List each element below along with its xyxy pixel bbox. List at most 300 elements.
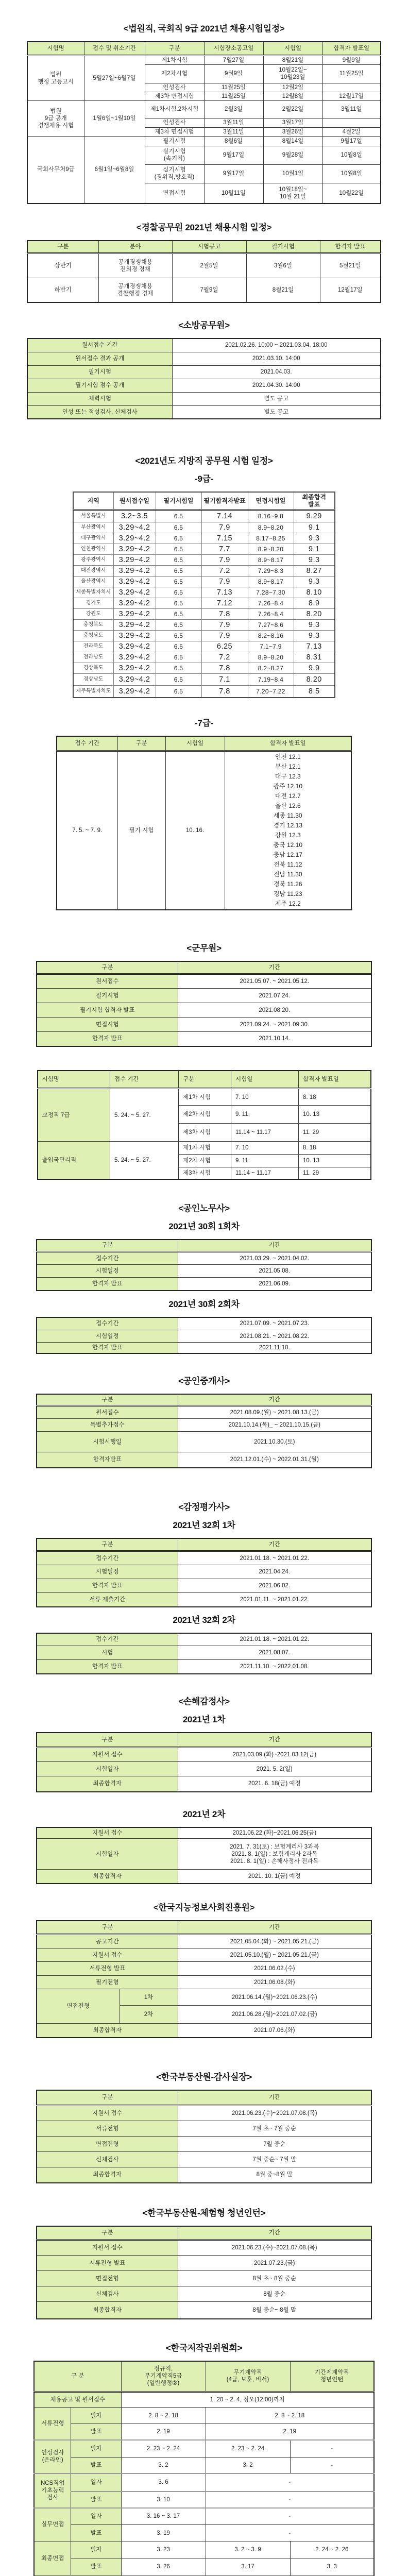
cell: 7.8 <box>201 663 248 673</box>
cell: 실무면접 <box>34 2508 71 2541</box>
cell: 8.9~8.17 <box>248 554 294 565</box>
table-row <box>73 533 335 544</box>
header-cell: 구분 <box>37 2090 178 2106</box>
cell: 6.5 <box>156 544 201 554</box>
table-row <box>73 630 335 641</box>
cell: 인성검사 (온라인) <box>34 2440 71 2473</box>
cell: 7.13 <box>201 587 248 598</box>
cell: 제3차 면접시험 <box>145 92 204 100</box>
table-row <box>73 565 335 576</box>
section-local-officials-grade9 <box>0 455 408 698</box>
cell: 2021.10.14. <box>178 1032 371 1046</box>
header-cell: 구분 <box>179 1071 231 1089</box>
header-cell: 기간 <box>178 1921 371 1935</box>
cell: 법원 9급 공개 경쟁채용 시험 <box>27 100 84 136</box>
cell: - <box>206 2473 374 2492</box>
cell: 제3차 시험 <box>179 1167 231 1179</box>
cell: 필기 시험 <box>117 751 165 910</box>
cell: 발표 <box>71 2458 121 2473</box>
cell: 국회사무처9급 <box>27 136 84 204</box>
header-cell: 기간제계약직 청년인턴 <box>290 2361 374 2392</box>
cell: 9월17일 <box>204 146 263 164</box>
cell: 3.29~4.2 <box>113 576 156 587</box>
header-cell: 분야 <box>98 241 172 253</box>
cell: 3.29~4.2 <box>113 544 156 554</box>
header-cell: 구분 <box>37 1240 178 1252</box>
cell: 제2차 시험 <box>179 1155 231 1167</box>
cell: 6.25 <box>201 641 248 652</box>
section-subtitle: 2021년 1차 <box>0 1714 408 1725</box>
header-cell: 기간 <box>178 1394 371 1406</box>
table-row <box>37 1419 371 1432</box>
header-cell: 구분 <box>117 736 165 751</box>
cell: 7. 10 <box>231 1089 299 1106</box>
cell: 3. 16 ~ 3. 17 <box>121 2508 206 2525</box>
header-cell: 지역 <box>73 492 113 510</box>
cell: 인천 12.1 부산 12.1 대구 12.3 광주 12.10 대전 12.7 울산 12.6 세종 11.30 경기 12.13 강원 12.3 충북 12.10 충남 12.17 전북 11.12 전남 11.30 경북 11.26 경남 11.23 제주 12.2 <box>225 751 351 910</box>
cell: 3. 2 ~ 3. 9 <box>206 2541 290 2558</box>
cell: 10월8일 <box>322 164 381 183</box>
cell: 5월21일 <box>320 253 381 278</box>
section-title: <한국지능정보사회진흥원> <box>0 1902 408 1913</box>
cell: 6.5 <box>156 565 201 576</box>
cell: 필기시험 점수 공개 <box>27 379 172 392</box>
cell: 2021.08.07. <box>178 1646 371 1660</box>
table-row <box>37 2240 371 2256</box>
cell: 1월6일~1월10일 <box>84 100 145 136</box>
cell: 공개경쟁채용 전의경 경채 <box>98 253 172 278</box>
cell: 3.29~4.2 <box>113 641 156 652</box>
cell: 6.5 <box>156 522 201 533</box>
table-row <box>73 492 335 510</box>
cell: 필기전형 <box>37 1976 178 1989</box>
cell: 최종합격자 <box>37 1870 178 1884</box>
cell: 인천광역시 <box>73 544 113 554</box>
cell: 면접전형 <box>37 2137 178 2152</box>
table-row <box>73 510 335 522</box>
cell: 제2차 시험 <box>179 1106 231 1124</box>
cell: 9월17일 <box>204 164 263 183</box>
table-row <box>37 1776 371 1792</box>
cell: 3.29~4.2 <box>113 522 156 533</box>
table-row <box>27 365 381 379</box>
section-fire-service <box>0 320 408 419</box>
table-row <box>37 1839 371 1870</box>
cell: 8.10 <box>294 587 335 598</box>
table-row <box>37 1330 371 1343</box>
table-row <box>27 338 381 352</box>
cell: 8.31 <box>294 652 335 663</box>
cell: 필기시험 <box>37 989 178 1003</box>
cell: 면접전형 <box>37 2271 178 2286</box>
header-cell: 합격자 발표일 <box>225 736 351 751</box>
cell: 2021. 7. 31(토) : 보험계리사 3과목 2021. 8. 1(일) : 보험계리사 2과목 2021. 8. 1(일) : 손해사정사 전과목 <box>178 1839 371 1870</box>
cell: 8.2~8.16 <box>248 630 294 641</box>
table-row <box>27 136 381 146</box>
table-row <box>37 2167 371 2183</box>
table-row <box>27 392 381 405</box>
cell: 2021.06.08.(화) <box>178 1976 371 1989</box>
table-row <box>34 2558 374 2575</box>
cell: 2021.03.09.(화)~2021.03.12(금) <box>178 1748 371 1762</box>
header-cell: 합격자 발표 <box>320 241 381 253</box>
header-cell: 기간 <box>178 961 371 974</box>
cell: 7. 10 <box>231 1142 299 1155</box>
section-appraiser-32-round2 <box>0 1615 408 1674</box>
table-row <box>37 1962 371 1976</box>
cell: 원서접수 <box>37 1406 178 1419</box>
cell: 2021.06.23.(수)~2021.07.08.(목) <box>178 2106 371 2121</box>
cell: 10월11일 <box>204 183 263 204</box>
header-cell: 기간 <box>178 2226 371 2240</box>
header-cell: 원서접수 기간 <box>27 338 172 352</box>
header-cell: 구분 <box>37 1921 178 1935</box>
cell: 6.5 <box>156 598 201 608</box>
cell: 10. 16. <box>165 751 225 910</box>
table-row <box>37 1252 371 1265</box>
table-row <box>34 2458 374 2473</box>
cell: 원서접수 <box>37 974 178 989</box>
schedule-table-police <box>27 240 381 303</box>
cell: 체력시험 <box>27 392 172 405</box>
cell: 2. 19 <box>206 2424 374 2440</box>
section-nia <box>0 1902 408 2038</box>
table-row <box>37 2271 371 2286</box>
section-korea-copyright-commission <box>0 2343 408 2576</box>
cell: 8.9 <box>294 598 335 608</box>
cell: 6.5 <box>156 663 201 673</box>
cell: 특별추가접수 <box>37 1419 178 1432</box>
section-title: <2021년도 지방직 공무원 시험 일정> <box>0 455 408 466</box>
cell: 8.9~8.20 <box>248 652 294 663</box>
cell: 별도 공고 <box>172 405 381 419</box>
cell: 시험일자 <box>37 1762 178 1776</box>
cell: 6.5 <box>156 673 201 685</box>
cell: 2월22일 <box>263 100 322 118</box>
cell: 2. 23 ~ 2. 24 <box>121 2440 206 2458</box>
cell: 8월21일 <box>246 278 320 302</box>
table-row <box>37 1317 371 1330</box>
cell: 서울특별시 <box>73 510 113 522</box>
section-labor-attorney-round2 <box>0 1299 408 1354</box>
cell: 발표 <box>71 2558 121 2575</box>
cell: 9월17일 <box>322 136 381 146</box>
schedule-table-appraiser-32-round2 <box>36 1633 372 1674</box>
cell: 서류 제출기간 <box>37 1593 178 1607</box>
header-cell: 구분 <box>37 1538 178 1551</box>
cell: 일자 <box>71 2508 121 2525</box>
schedule-table-reb-audit-chief <box>36 2090 372 2183</box>
header-cell: 최종합격 발표 <box>294 492 335 510</box>
header-cell: 시험일 <box>263 42 322 55</box>
section-loss-adjuster-round2 <box>0 1809 408 1884</box>
cell: 인성검사 <box>145 83 204 92</box>
cell: 7.20~7.22 <box>248 685 294 698</box>
cell: 시험일정 <box>37 1330 178 1343</box>
cell: 시험시행일 <box>37 1432 178 1452</box>
cell: 11월25일 <box>204 83 263 92</box>
cell: 5. 24. ~ 5. 27. <box>110 1089 179 1142</box>
cell: 3.29~4.2 <box>113 619 156 630</box>
cell: 실기시험 (경위직,방호직) <box>145 164 204 183</box>
header-cell: 구분 <box>37 1394 178 1406</box>
table-row <box>73 554 335 565</box>
section-title: <군무원> <box>0 943 408 954</box>
cell: 2. 24 ~ 2. 26 <box>290 2541 374 2558</box>
section-title: <소방공무원> <box>0 320 408 331</box>
cell: 7.15 <box>201 533 248 544</box>
table-row <box>37 1733 371 1748</box>
cell: 2021.07.09. ~ 2021.07.23. <box>178 1317 371 1330</box>
cell: 합격자 발표 <box>37 1278 178 1291</box>
table-row <box>34 2473 374 2492</box>
cell: 3월11일 <box>322 100 381 118</box>
cell: 11월25일 <box>204 92 263 100</box>
cell: 지원서 접수 <box>37 2106 178 2121</box>
cell: 제1차 시험 <box>179 1142 231 1155</box>
cell: 3. 17 <box>206 2558 290 2575</box>
cell: 2021.05.10.(월) ~ 2021.05.21.(금) <box>178 1948 371 1962</box>
cell: 9.3 <box>294 533 335 544</box>
header-cell: 접수 기간 <box>110 1071 179 1089</box>
header-cell: 기간 <box>178 1733 371 1748</box>
section-title: <감정평가사> <box>0 1502 408 1513</box>
section-title: <공인중개사> <box>0 1376 408 1386</box>
header-cell: 구분 <box>37 2226 178 2240</box>
table-row <box>37 2106 371 2121</box>
schedule-table-loss-adjuster-round1 <box>36 1732 372 1792</box>
cell: 7.14 <box>201 510 248 522</box>
section-title: <공인노무사> <box>0 1203 408 1214</box>
cell: 12월8일 <box>263 92 322 100</box>
section-subtitle: 2021년 2차 <box>0 1809 408 1820</box>
cell: 10. 13 <box>299 1155 371 1167</box>
cell: 2021.01.11. ~ 2021.01.22. <box>178 1593 371 1607</box>
section-title: <한국부동산원-체험형 청년인턴> <box>0 2208 408 2218</box>
cell: 1. 20 ~ 2. 4, 정오(12:00)까지 <box>121 2392 374 2408</box>
cell: 3.29~4.2 <box>113 673 156 685</box>
cell: 강원도 <box>73 608 113 619</box>
cell: 1차 <box>120 1989 178 2006</box>
header-cell: 접수기간 <box>37 1633 178 1646</box>
table-row <box>27 278 381 302</box>
table-row <box>37 1265 371 1278</box>
cell <box>121 2575 206 2576</box>
header-cell: 기간 <box>178 1538 371 1551</box>
cell: 제3차 시험 <box>179 1124 231 1142</box>
table-row <box>37 1032 371 1046</box>
cell: 10월22일~ 10월23일 <box>263 64 322 83</box>
cell: 7.12 <box>201 598 248 608</box>
header-cell: 시험공고 <box>172 241 246 253</box>
cell: 2021.07.23.(금) <box>178 2256 371 2271</box>
table-row <box>34 2508 374 2525</box>
cell: 면접시험 <box>145 183 204 204</box>
table-row <box>73 522 335 533</box>
cell: 3월6일 <box>246 253 320 278</box>
section-local-officials-grade7 <box>0 718 408 910</box>
cell: 2021.06.02. <box>178 1579 371 1593</box>
table-row <box>37 1935 371 1948</box>
cell: 4월2일 <box>322 127 381 136</box>
table-row <box>37 2286 371 2302</box>
cell: 7.8 <box>201 608 248 619</box>
cell: 시험일정 <box>37 1265 178 1278</box>
cell: 부산광역시 <box>73 522 113 533</box>
cell: 6.5 <box>156 652 201 663</box>
table-row <box>73 544 335 554</box>
cell: 7.26~8.4 <box>248 598 294 608</box>
header-cell: 면접시험일 <box>248 492 294 510</box>
cell: 6.5 <box>156 576 201 587</box>
header-cell: 필기합격자발표 <box>201 492 248 510</box>
cell: 2021.11.10. ~ 2022.01.08. <box>178 1660 371 1674</box>
cell: 9.3 <box>294 630 335 641</box>
section-title: <한국부동산원-감사실장> <box>0 2072 408 2082</box>
cell: 제1차 시험 <box>179 1089 231 1106</box>
cell: 2021.05.07. ~ 2021.05.12. <box>178 974 371 989</box>
cell: 2021.08.09.(월) ~ 2021.08.13.(금) <box>178 1406 371 1419</box>
cell: 3. 3 <box>290 2558 374 2575</box>
schedule-table-realtor <box>36 1394 372 1468</box>
cell: 8월6일 <box>204 136 263 146</box>
cell: - <box>290 2440 374 2458</box>
cell: 서류전형 <box>37 2121 178 2137</box>
table-row <box>37 2256 371 2271</box>
header-cell: 원서접수일 <box>113 492 156 510</box>
table-row <box>37 1989 371 2006</box>
cell: 합격자발표 <box>37 1452 178 1468</box>
cell: 전라남도 <box>73 652 113 663</box>
table-row <box>34 2361 374 2392</box>
section-court-assembly-grade9 <box>0 23 408 204</box>
cell: 인성 또는 적성검사, 신체검사 <box>27 405 172 419</box>
cell: 7월27일 <box>204 55 263 64</box>
cell: 2021.06.14.(월)~2021.06.23.(수) <box>178 1989 371 2006</box>
cell: 3월11일 <box>204 118 263 127</box>
cell: 2021.07.06.(화) <box>178 2024 371 2038</box>
cell: 대전광역시 <box>73 565 113 576</box>
cell: 7.29~8.3 <box>248 565 294 576</box>
cell: 8. 18 <box>299 1089 371 1106</box>
schedule-table-local-officials-grade7 <box>56 736 352 910</box>
cell: 발표 <box>71 2424 121 2440</box>
table-row <box>73 673 335 685</box>
cell: 2월5일 <box>172 253 246 278</box>
table-row <box>73 608 335 619</box>
cell: 2차 <box>120 2006 178 2024</box>
header-cell: 시험일 <box>231 1071 299 1089</box>
cell: 9.3 <box>294 554 335 565</box>
cell: 2. 8 ~ 2. 18 <box>206 2408 374 2424</box>
cell <box>290 2575 374 2576</box>
cell: 11.14 ~ 11.17 <box>231 1124 299 1142</box>
section-subtitle: 2021년 30회 2회차 <box>0 1299 408 1310</box>
cell: 경상북도 <box>73 663 113 673</box>
cell: 3. 23 <box>121 2541 206 2558</box>
cell: 9.29 <box>294 510 335 522</box>
cell: 최종면접 <box>34 2541 71 2575</box>
cell: 제3차 면접시험 <box>145 127 204 136</box>
table-row <box>38 1142 371 1155</box>
cell: 10월18일~ 10월 21일 <box>263 183 322 204</box>
cell: 6.5 <box>156 608 201 619</box>
cell: 3.29~4.2 <box>113 598 156 608</box>
cell: 시험일정 <box>37 1565 178 1579</box>
schedule-table-reb-youth-intern <box>36 2226 372 2319</box>
cell: 하반기 <box>27 278 98 302</box>
cell: 3. 2 <box>121 2458 206 2473</box>
cell: 7.2 <box>201 652 248 663</box>
schedule-table-court-assembly-grade9 <box>27 41 381 204</box>
table-row <box>37 961 371 974</box>
section-subtitle: 2021년 30회 1회차 <box>0 1221 408 1232</box>
table-row <box>37 2302 371 2319</box>
cell: 3.29~4.2 <box>113 652 156 663</box>
cell: 발표 <box>71 2525 121 2541</box>
cell: 8월 중순 <box>178 2286 371 2302</box>
cell: 2. 23 ~ 2. 24 <box>206 2440 290 2458</box>
cell: 11. 29 <box>299 1124 371 1142</box>
cell: 12월2일 <box>263 83 322 92</box>
table-row <box>37 1748 371 1762</box>
table-row <box>37 1976 371 1989</box>
table-row <box>27 55 381 64</box>
section-title: -7급- <box>0 718 408 728</box>
cell: 2021.04.03. <box>172 365 381 379</box>
table-row <box>37 2226 371 2240</box>
cell: 8.9~8.17 <box>248 576 294 587</box>
cell: 8월 초~ 8월 중순 <box>178 2271 371 2286</box>
cell: 3월17일 <box>263 118 322 127</box>
table-row <box>27 405 381 419</box>
cell: 11. 29 <box>299 1167 371 1179</box>
cell: 대구광역시 <box>73 533 113 544</box>
schedule-table-loss-adjuster-round2 <box>36 1827 372 1884</box>
header-cell: 합격자 발표일 <box>322 42 381 55</box>
table-row <box>37 1432 371 1452</box>
table-row <box>37 1921 371 1935</box>
schedule-table-nia <box>36 1920 372 2038</box>
table-row <box>37 2090 371 2106</box>
table-row <box>37 1278 371 1291</box>
section-realtor <box>0 1376 408 1468</box>
cell: 일자 <box>71 2541 121 2558</box>
table-row <box>37 2137 371 2152</box>
header-cell: 정규직, 무기계약직5급 (일반행정②) <box>121 2361 206 2392</box>
cell: 일자 <box>71 2473 121 2492</box>
cell: 신체검사 <box>37 2286 178 2302</box>
cell: 7.1~7.9 <box>248 641 294 652</box>
cell: 2021.10.14.(목)_ ~ 2021.10.15.(금) <box>178 1419 371 1432</box>
cell: 3.29~4.2 <box>113 554 156 565</box>
cell: 6.5 <box>156 533 201 544</box>
cell: - <box>206 2492 374 2508</box>
cell: 7.13 <box>294 641 335 652</box>
header-cell: 기간 <box>178 2090 371 2106</box>
cell: 3.29~4.2 <box>113 663 156 673</box>
cell: 5월27일~6월7일 <box>84 55 145 100</box>
table-row <box>38 1089 371 1106</box>
cell: 12월17일 <box>322 92 381 100</box>
cell: 상반기 <box>27 253 98 278</box>
table-row <box>34 2575 374 2576</box>
cell: 2021.06.28.(월)~2021.07.02.(금) <box>178 2006 371 2024</box>
cell: 2021. 10. 1(금) 예정 <box>178 1870 371 1884</box>
cell: 2021.01.18. ~ 2021.01.22. <box>178 1551 371 1565</box>
cell: 서류전형 발표 <box>37 2256 178 2271</box>
table-row <box>37 1538 371 1551</box>
